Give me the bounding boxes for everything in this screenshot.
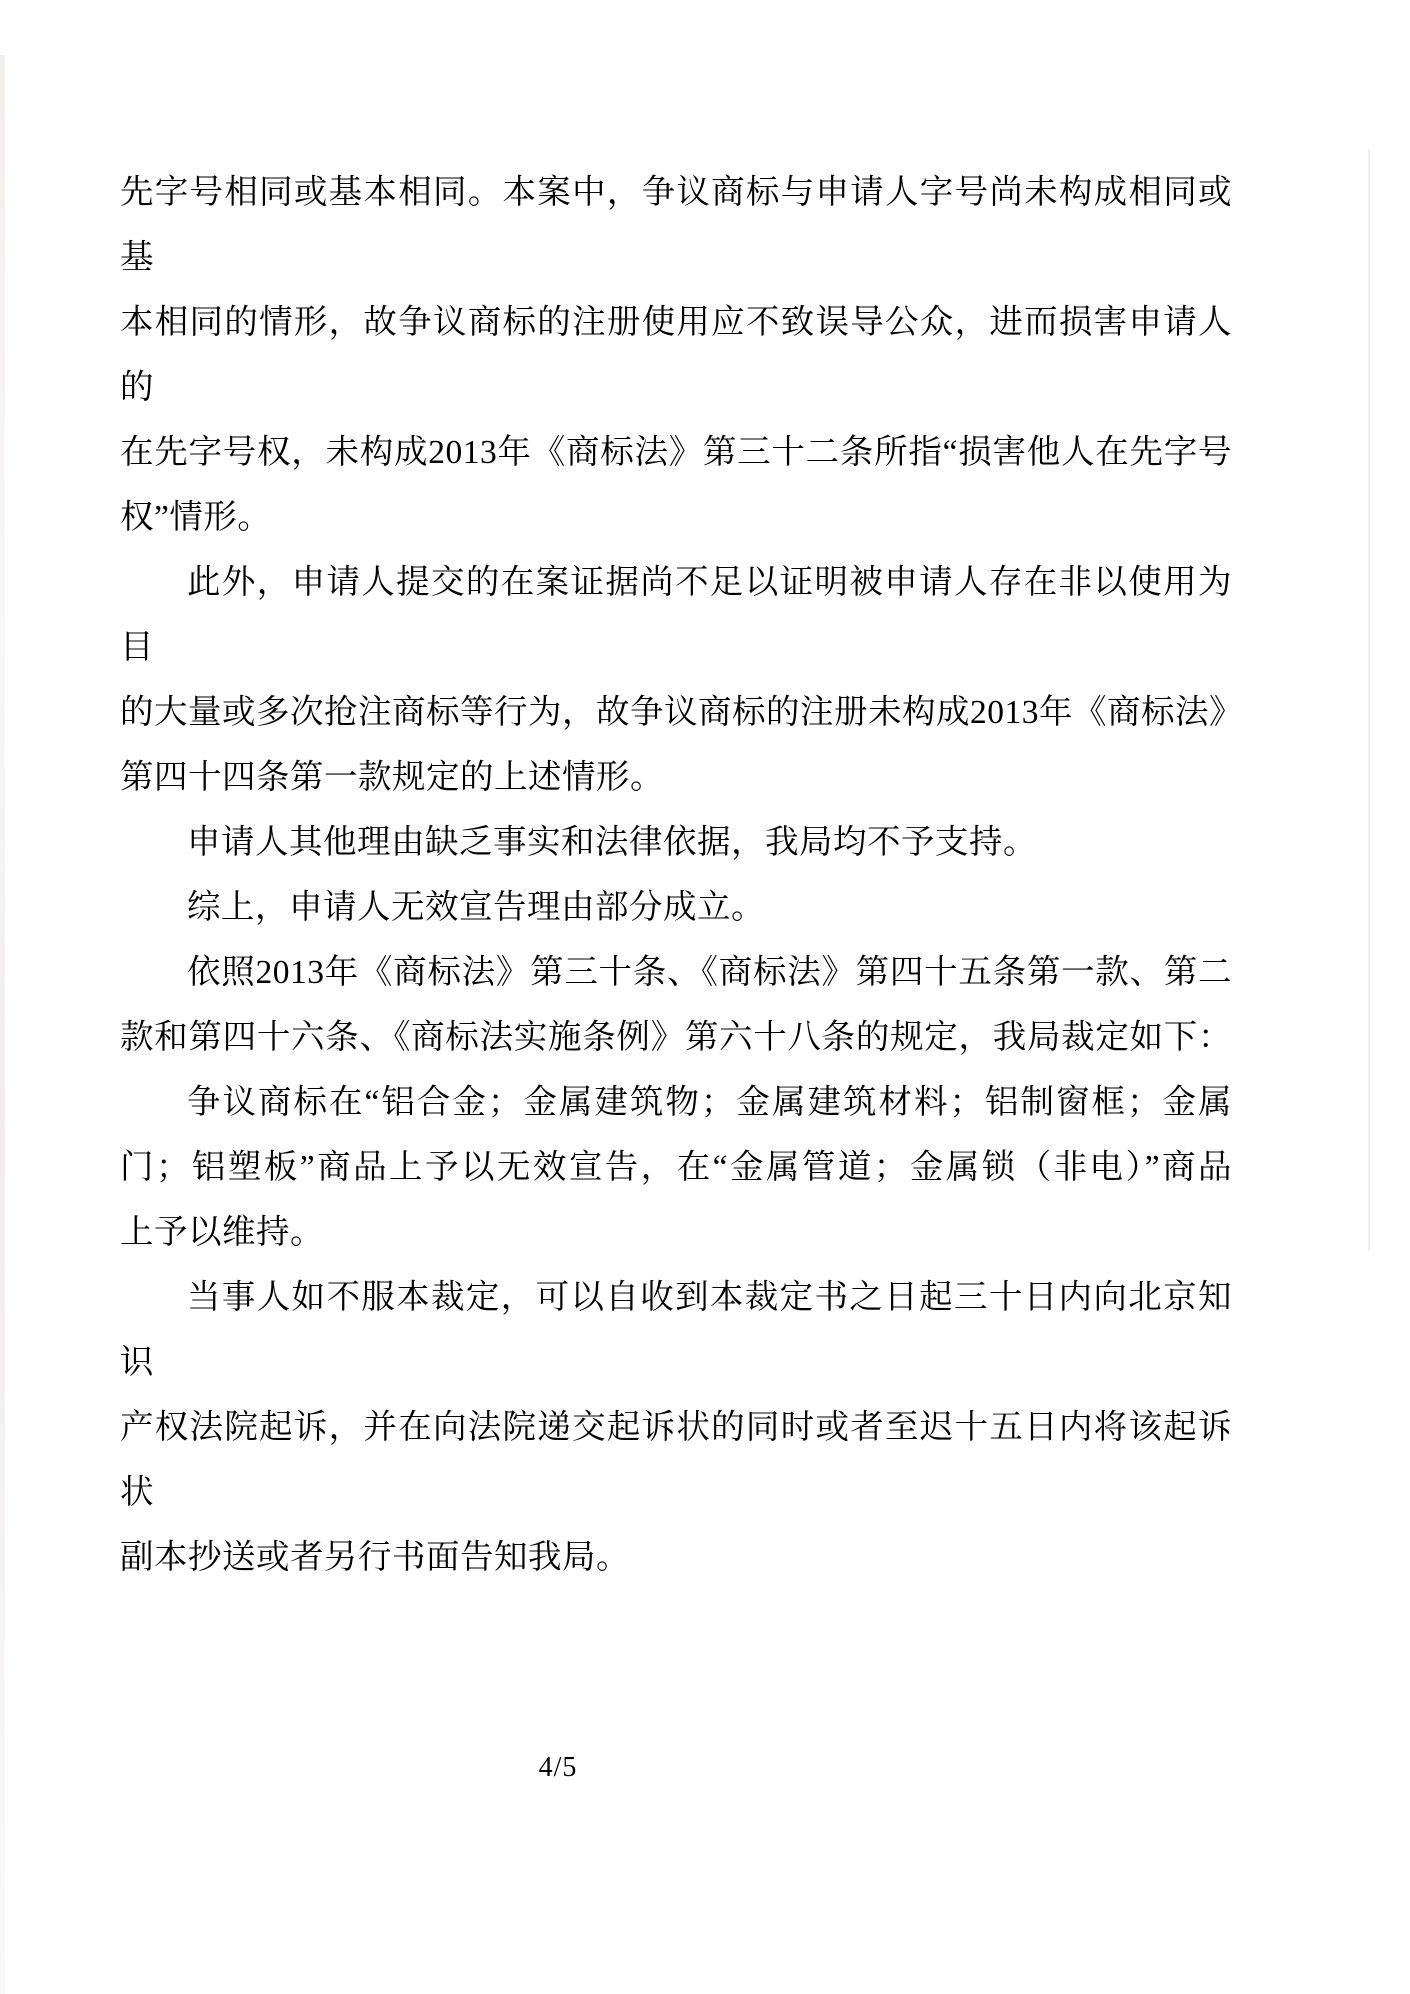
scan-artifact-right-edge	[1368, 150, 1370, 1250]
text-line: 款和第四十六条、《商标法实施条例》第六十八条的规定，我局裁定如下：	[120, 1019, 1232, 1056]
page-number: 4/5	[538, 1752, 578, 1783]
text-line: 先字号相同或基本相同。本案中，争议商标与申请人字号尚未构成相同或基	[120, 174, 1232, 276]
scan-artifact-left-edge	[0, 55, 5, 1994]
text-line: 的大量或多次抢注商标等行为，故争议商标的注册未构成2013年《商标法》	[120, 694, 1243, 731]
text-line: 权”情形。	[120, 499, 272, 536]
text-line: 此外，申请人提交的在案证据尚不足以证明被申请人存在非以使用为目	[120, 564, 1232, 666]
text-line: 产权法院起诉，并在向法院递交起诉状的同时或者至迟十五日内将该起诉状	[120, 1409, 1232, 1511]
text-line: 上予以维持。	[120, 1214, 324, 1251]
text-line: 当事人如不服本裁定，可以自收到本裁定书之日起三十日内向北京知识	[120, 1279, 1232, 1381]
text-line: 本相同的情形，故争议商标的注册使用应不致误导公众，进而损害申请人的	[120, 304, 1232, 406]
body-text-block	[120, 160, 1243, 1590]
text-line: 副本抄送或者另行书面告知我局。	[120, 1539, 630, 1576]
text-line: 门；铝塑板”商品上予以无效宣告，在“金属管道；金属锁（非电）”商品	[120, 1149, 1232, 1186]
text-line: 在先字号权，未构成2013年《商标法》第三十二条所指“损害他人在先字号	[120, 434, 1232, 471]
text-line: 依照2013年《商标法》第三十条、《商标法》第四十五条第一款、第二	[187, 954, 1232, 991]
text-line: 综上，申请人无效宣告理由部分成立。	[187, 889, 765, 926]
text-line: 第四十四条第一款规定的上述情形。	[120, 759, 664, 796]
text-line: 申请人其他理由缺乏事实和法律依据，我局均不予支持。	[187, 824, 1037, 861]
text-line: 争议商标在“铝合金；金属建筑物；金属建筑材料；铝制窗框；金属	[187, 1084, 1232, 1121]
